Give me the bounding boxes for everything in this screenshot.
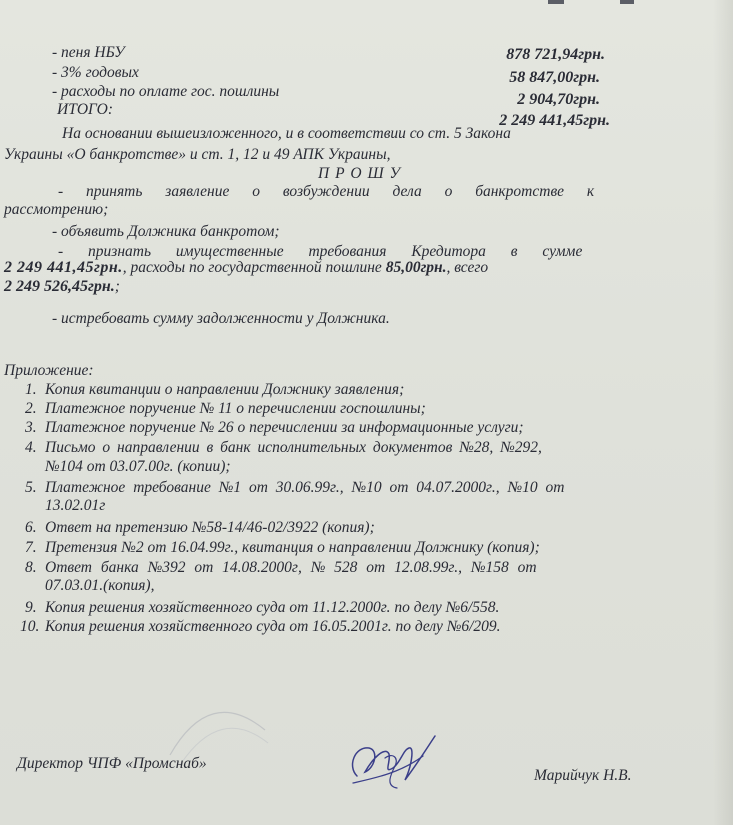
basis-line-1 — [62, 125, 712, 143]
request-3-text-duty: , расходы по государственной пошлине — [122, 259, 382, 276]
appendix-item-text: Платежное поручение № 26 о перечислении за информационные услуги; — [45, 419, 524, 436]
footer-position: Директор ЧПФ «Промснаб» — [17, 755, 207, 772]
request-3-amount-duty: 85,00грн. — [385, 259, 447, 276]
scan-mark — [548, 0, 564, 4]
request-heading: П Р О Ш У — [318, 165, 401, 182]
appendix-item-num: 5. — [25, 479, 37, 496]
appendix-item-text: Копия решения хозяйственного суда от 11.12.2000г. по делу №6/558. — [45, 599, 500, 616]
appendix-item-text: Ответ на претензию №58-14/46-02/3922 (копия); — [45, 519, 375, 536]
appendix-item-text: Ответ банка №392 от 14.08.2000г, № 528 от 12.08.99г., №158 от — [45, 559, 537, 576]
request-3-end: ; — [114, 278, 120, 295]
appendix-item-text: Платежное поручение № 11 о перечислении госпошлины; — [45, 400, 426, 417]
appendix-item-num: 8. — [25, 559, 37, 576]
appendix-item-num: 1. — [25, 381, 37, 398]
summary-label-interest: - 3% годовых — [52, 64, 139, 81]
request-1-line-2: рассмотрению; — [4, 201, 109, 218]
request-2: - объявить Должника банкротом; — [52, 223, 280, 240]
appendix-item-text: Платежное требование №1 от 30.06.99г., №10 от 04.07.2000г., №10 от — [45, 479, 565, 496]
signature-image — [345, 728, 440, 798]
appendix-item-text: Письмо о направлении в банк исполнительных документов №28, №292, — [45, 439, 542, 456]
summary-amount-duty: 2 904,70грн. — [517, 91, 600, 108]
basis-line-2: Украины «О банкротстве» и ст. 1, 12 и 49 АПК Украины, — [4, 146, 391, 163]
request-3-amount-claim: 2 249 441,45грн. — [4, 259, 123, 276]
request-3-line-1: - признать имущественные требования Кредитора в сумме — [58, 243, 583, 260]
appendix-item-text-cont: 07.03.01.(копия), — [45, 577, 155, 594]
appendix-item-num: 6. — [25, 519, 37, 536]
appendix-item-text: Копия решения хозяйственного суда от 16.05.2001г. по делу №6/209. — [45, 618, 501, 635]
summary-label-penalty: - пеня НБУ — [52, 44, 125, 61]
request-3-text-total: , всего — [446, 259, 489, 276]
appendix-item-text-cont: 13.02.01г — [45, 497, 106, 514]
request-3-amount-total: 2 249 526,45грн. — [4, 278, 115, 295]
summary-amount-penalty: 878 721,94грн. — [506, 46, 605, 63]
appendix-item-text: Копия квитанции о направлении Должнику заявления; — [45, 381, 405, 398]
appendix-item-num: 4. — [25, 439, 37, 456]
appendix-item-num: 7. — [25, 539, 37, 556]
scan-mark — [620, 0, 634, 4]
appendix-item-num: 3. — [25, 419, 37, 436]
request-3-line-3 — [4, 278, 120, 296]
summary-amount-interest: 58 847,00грн. — [509, 69, 600, 86]
request-4: - истребовать сумму задолженности у Должника. — [52, 310, 390, 327]
footer-signer-name: Марийчук Н.В. — [534, 767, 632, 784]
basis-text-1: На основании вышеизложенного, и в соответствии со ст. 5 Закона — [62, 125, 511, 142]
appendix-item-text: Претензия №2 от 16.04.99г., квитанция о направлении Должнику (копия); — [45, 539, 540, 556]
summary-total-amount: 2 249 441,45грн. — [499, 112, 610, 129]
request-3-line-2 — [4, 259, 488, 277]
appendix-item-num: 2. — [25, 400, 37, 417]
appendix-item-num: 10. — [20, 618, 40, 635]
page-edge-shadow — [713, 0, 733, 825]
request-1-line-1: - принять заявление о возбуждении дела о банкротстве к — [58, 183, 595, 200]
appendix-item-num: 9. — [25, 599, 37, 616]
summary-total-label: ИТОГО: — [57, 101, 113, 118]
summary-label-duty: - расходы по оплате гос. пошлины — [52, 83, 280, 100]
appendix-heading: Приложение: — [4, 362, 94, 379]
appendix-item-text-cont: №104 от 03.07.00г. (копии); — [45, 458, 231, 475]
